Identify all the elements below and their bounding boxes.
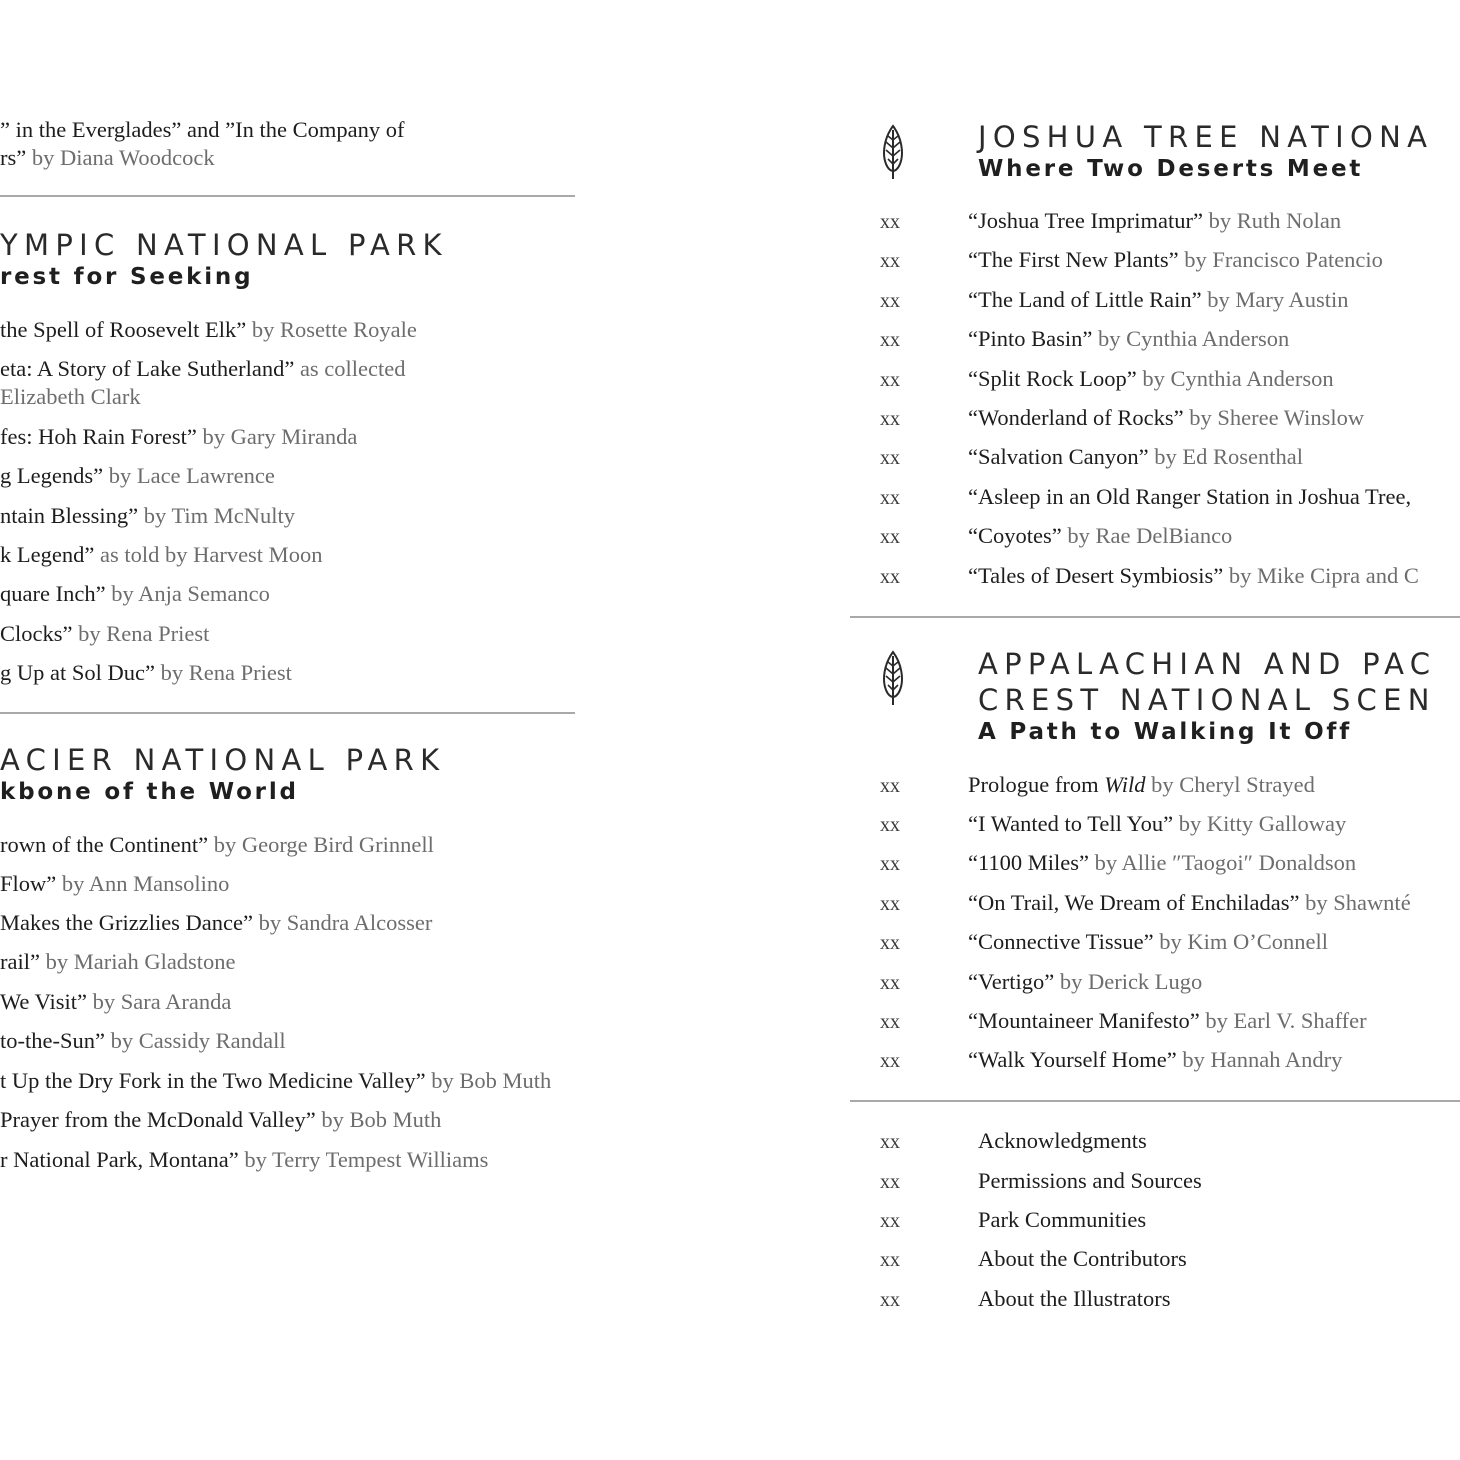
toc-entry[interactable]: “On Trail, We Dream of Enchiladas” by Shawnté [968, 890, 1411, 915]
page-number: xx [880, 250, 900, 272]
left-page [0, 0, 600, 1460]
section-subtitle-glacier: kbone of the World [0, 779, 299, 805]
toc-entry[interactable]: eta: A Story of Lake Sutherland” as collected [0, 356, 406, 381]
page-number: xx [880, 487, 900, 509]
toc-entry[interactable]: “Split Rock Loop” by Cynthia Anderson [968, 366, 1334, 391]
toc-entry[interactable]: “1100 Miles” by Allie ″Taogoi″ Donaldson [968, 850, 1357, 875]
toc-entry[interactable]: “Walk Yourself Home” by Hannah Andry [968, 1047, 1343, 1072]
toc-entry[interactable]: to-the-Sun” by Cassidy Randall [0, 1028, 286, 1053]
section-divider [850, 616, 1460, 618]
toc-entry-acknowledgments[interactable]: Acknowledgments [978, 1128, 1147, 1153]
toc-entry-park-communities[interactable]: Park Communities [978, 1207, 1147, 1232]
section-subtitle-joshua-tree: Where Two Deserts Meet [978, 156, 1364, 182]
toc-entry[interactable]: g Legends” by Lace Lawrence [0, 463, 275, 488]
page-number: xx [880, 329, 900, 351]
leaf-icon [880, 124, 906, 180]
page-number: xx [880, 566, 900, 588]
toc-entry[interactable]: fes: Hoh Rain Forest” by Gary Miranda [0, 424, 358, 449]
toc-entry[interactable]: “Connective Tissue” by Kim O’Connell [968, 929, 1328, 954]
toc-entry[interactable]: “The First New Plants” by Francisco Patencio [968, 247, 1383, 272]
page-number: xx [880, 369, 900, 391]
toc-entry[interactable]: “Mountaineer Manifesto” by Earl V. Shaffer [968, 1008, 1367, 1033]
toc-entry[interactable]: rail” by Mariah Gladstone [0, 949, 236, 974]
toc-entry-permissions[interactable]: Permissions and Sources [978, 1168, 1202, 1193]
toc-entry[interactable]: “Vertigo” by Derick Lugo [968, 969, 1203, 994]
section-title-appalachian-line1: APPALACHIAN AND PAC [978, 647, 1437, 681]
page-number: xx [880, 972, 900, 994]
toc-entry[interactable]: Prayer from the McDonald Valley” by Bob Muth [0, 1107, 442, 1132]
page-number: xx [880, 932, 900, 954]
toc-entry-cont: Elizabeth Clark [0, 384, 141, 409]
toc-entry[interactable]: g Up at Sol Duc” by Rena Priest [0, 660, 292, 685]
toc-entry[interactable]: “Joshua Tree Imprimatur” by Ruth Nolan [968, 208, 1342, 233]
page-number: xx [880, 853, 900, 875]
page-number: xx [880, 814, 900, 836]
page-number: xx [880, 408, 900, 430]
toc-entry-everglades-cont: rs” by Diana Woodcock [0, 145, 215, 170]
toc-entry[interactable]: the Spell of Roosevelt Elk” by Rosette Royale [0, 317, 417, 342]
toc-entry[interactable]: quare Inch” by Anja Semanco [0, 581, 270, 606]
toc-entry-illustrators[interactable]: About the Illustrators [978, 1286, 1171, 1311]
page-number: xx [880, 1249, 900, 1271]
toc-entry[interactable]: “I Wanted to Tell You” by Kitty Galloway [968, 811, 1347, 836]
toc-entry[interactable]: “The Land of Little Rain” by Mary Austin [968, 287, 1349, 312]
toc-entry[interactable]: Flow” by Ann Mansolino [0, 871, 230, 896]
page-number: xx [880, 1131, 900, 1153]
toc-entry-contributors[interactable]: About the Contributors [978, 1246, 1187, 1271]
page-number: xx [880, 1289, 900, 1311]
toc-entry[interactable]: k Legend” as told by Harvest Moon [0, 542, 323, 567]
page-number: xx [880, 1011, 900, 1033]
toc-entry[interactable]: “Coyotes” by Rae DelBianco [968, 523, 1233, 548]
page-number: xx [880, 1171, 900, 1193]
toc-entry[interactable]: “Wonderland of Rocks” by Sheree Winslow [968, 405, 1365, 430]
toc-entry[interactable]: “Pinto Basin” by Cynthia Anderson [968, 326, 1290, 351]
section-subtitle-appalachian: A Path to Walking It Off [978, 719, 1353, 745]
toc-entry[interactable]: r National Park, Montana” by Terry Tempest Williams [0, 1147, 489, 1172]
section-subtitle-olympic: rest for Seeking [0, 264, 254, 290]
section-title-olympic: YMPIC NATIONAL PARK [0, 228, 448, 262]
section-title-appalachian-line2: CREST NATIONAL SCEN [978, 683, 1436, 717]
page-number: xx [880, 893, 900, 915]
toc-entry[interactable]: t Up the Dry Fork in the Two Medicine Valley” by Bob Muth [0, 1068, 552, 1093]
toc-entry[interactable]: rown of the Continent” by George Bird Grinnell [0, 832, 434, 857]
page-number: xx [880, 1210, 900, 1232]
leaf-icon [880, 650, 906, 706]
page-number: xx [880, 447, 900, 469]
toc-entry[interactable]: “Asleep in an Old Ranger Station in Joshua Tree, [968, 484, 1412, 509]
page-number: xx [880, 290, 900, 312]
toc-entry[interactable]: “Tales of Desert Symbiosis” by Mike Cipra and C [968, 563, 1419, 588]
page-number: xx [880, 526, 900, 548]
toc-entry-everglades[interactable]: ” in the Everglades” and ”In the Company of [0, 117, 405, 142]
section-divider [850, 1100, 1460, 1102]
section-title-glacier: ACIER NATIONAL PARK [0, 743, 446, 777]
toc-entry[interactable]: Clocks” by Rena Priest [0, 621, 210, 646]
section-divider [0, 195, 575, 197]
toc-entry[interactable]: ntain Blessing” by Tim McNulty [0, 503, 296, 528]
section-divider [0, 712, 575, 714]
section-title-joshua-tree: JOSHUA TREE NATIONA [978, 120, 1434, 154]
toc-entry[interactable]: Makes the Grizzlies Dance” by Sandra Alcosser [0, 910, 433, 935]
right-page [850, 0, 1460, 1460]
toc-entry[interactable]: We Visit” by Sara Aranda [0, 989, 232, 1014]
page-number: xx [880, 1050, 900, 1072]
page-number: xx [880, 211, 900, 233]
page-number: xx [880, 775, 900, 797]
toc-entry[interactable]: “Salvation Canyon” by Ed Rosenthal [968, 444, 1303, 469]
toc-entry[interactable]: Prologue from Wild by Cheryl Strayed [968, 772, 1315, 797]
